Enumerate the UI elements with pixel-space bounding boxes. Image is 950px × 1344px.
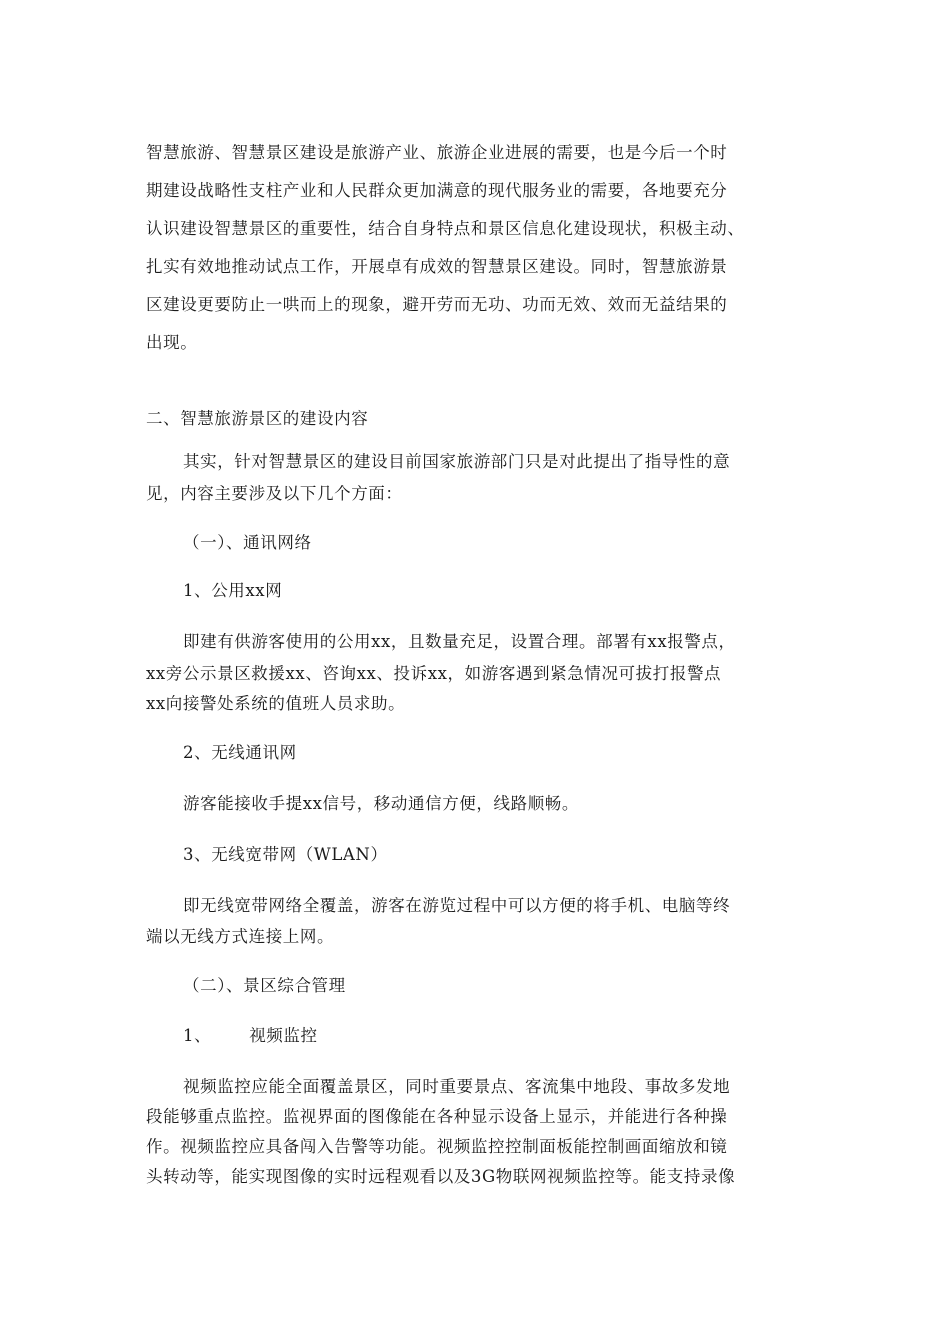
intro-line-6: 出现。: [146, 333, 198, 352]
item1-1-title: 1、公用xx网: [183, 581, 283, 600]
item2-1-heading: [183, 1024, 318, 1048]
intro-line-5: 区建设更要防止一哄而上的现象，避开劳而无功、功而无效、效而无益结果的: [146, 295, 728, 314]
intro-line-1: 智慧旅游、智慧景区建设是旅游产业、旅游企业进展的需要，也是今后一个时: [146, 143, 728, 162]
section2-intro-line-2: 见，内容主要涉及以下几个方面：: [146, 484, 403, 503]
item1-1-line-2: xx旁公示景区救援xx、咨询xx、投诉xx，如游客遇到紧急情况可拔打报警点: [146, 664, 722, 683]
item1-1-line-1: 即建有供游客使用的公用xx，且数量充足，设置合理。部署有xx报警点，: [183, 632, 736, 651]
item2-1-number: 1、: [183, 1026, 212, 1045]
sub2-title: （二）、景区综合管理: [183, 976, 346, 995]
item2-1-line-2: 段能够重点监控。监视界面的图像能在各种显示设备上显示，并能进行各种操: [146, 1107, 728, 1126]
item2-1-line-4: 头转动等，能实现图像的实时远程观看以及3G物联网视频监控等。能支持录像: [146, 1167, 736, 1186]
item1-2-title: 2、无线通讯网: [183, 743, 297, 762]
section2-title: 二、智慧旅游景区的建设内容: [146, 409, 369, 428]
sub1-title: （一）、通讯网络: [183, 533, 312, 552]
item1-2-text: 游客能接收手提xx信号，移动通信方便，线路顺畅。: [183, 794, 580, 813]
item1-1-line-3: xx向接警处系统的值班人员求助。: [146, 694, 406, 713]
intro-line-2: 期建设战略性支柱产业和人民群众更加满意的现代服务业的需要，各地要充分: [146, 181, 728, 200]
item1-3-title: 3、无线宽带网（WLAN）: [183, 845, 388, 864]
item2-1-line-1: 视频监控应能全面覆盖景区，同时重要景点、客流集中地段、事故多发地: [183, 1077, 731, 1096]
item2-1-line-3: 作。视频监控应具备闯入告警等功能。视频监控控制面板能控制画面缩放和镜: [146, 1137, 728, 1156]
item1-3-line-1: 即无线宽带网络全覆盖，游客在游览过程中可以方便的将手机、电脑等终: [183, 896, 731, 915]
intro-line-3: 认识建设智慧景区的重要性，结合自身特点和景区信息化建设现状，积极主动、: [146, 219, 745, 238]
intro-line-4: 扎实有效地推动试点工作，开展卓有成效的智慧景区建设。同时，智慧旅游景: [146, 257, 728, 276]
item1-3-line-2: 端以无线方式连接上网。: [146, 927, 335, 946]
item2-1-title: 视频监控: [249, 1026, 318, 1045]
section2-intro-line-1: 其实，针对智慧景区的建设目前国家旅游部门只是对此提出了指导性的意: [183, 452, 731, 471]
